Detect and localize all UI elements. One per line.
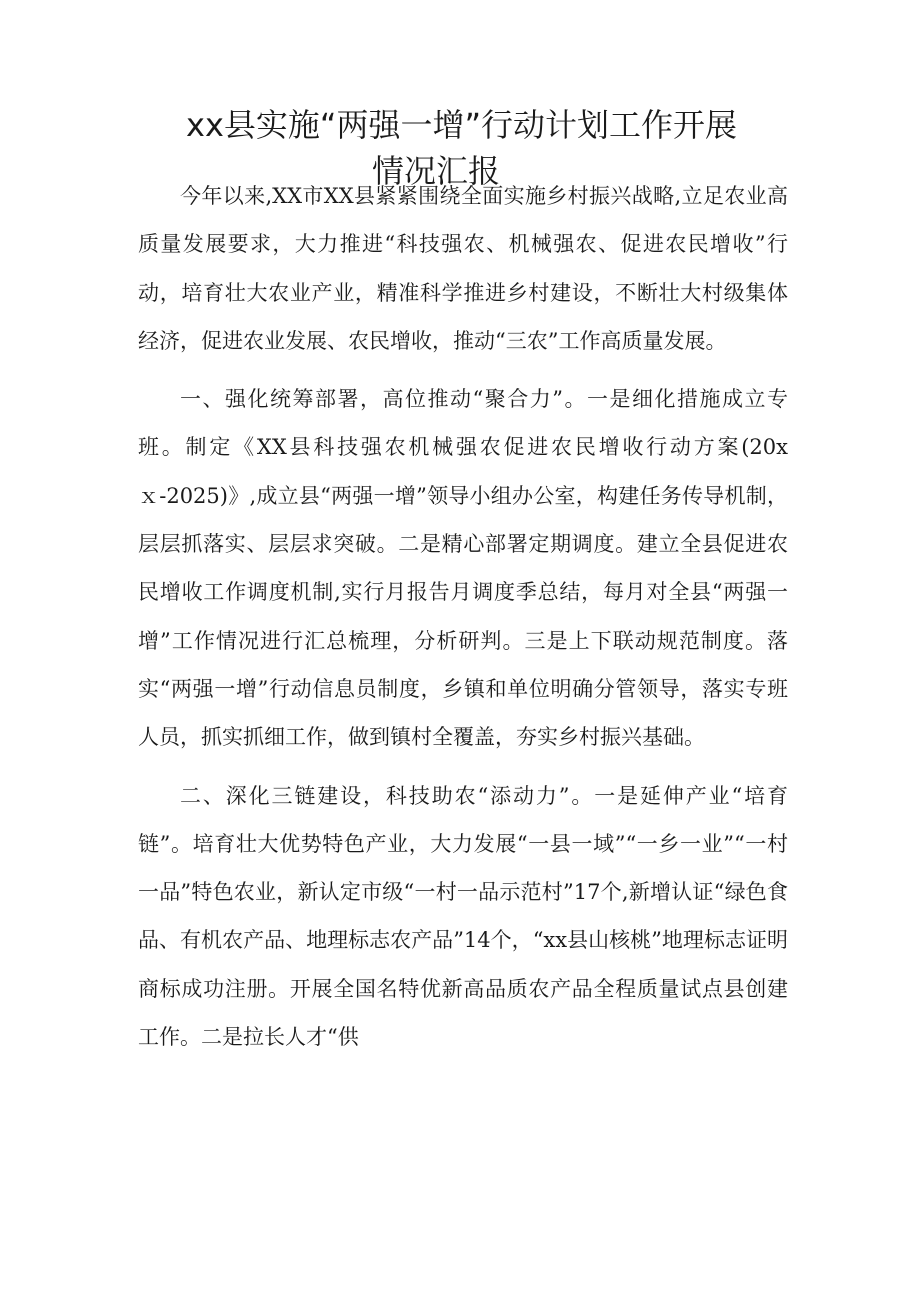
document-body [138,172,788,1061]
paragraph-intro: 今年以来,XX市XX县紧紧围绕全面实施乡村振兴战略,立足农业高质量发展要求，大力推进“科技强农、机械强农、促进农民增收”行动，培育壮大农业产业，精准科学推进乡村建设，不断壮大村级集体经济，促进农业发展、农民增收，推动“三农”工作高质量发展。 [138,184,788,353]
title-line-2: 情况汇报 [372,152,501,190]
paragraph-section-2: 二、深化三链建设，科技助农“添动力”。一是延伸产业“培育链”。培育壮大优势特色产业，大力发展“一县一域”“一乡一业”“一村一品”特色农业，新认定市级“一村一品示范村”17个,新增认证“绿色食品、有机农产品、地理标志农产品”14个，“xx县山核桃”地理标志证明商标成功注册。开展全国名特优新高品质农产品全程质量试点县创建工作。二是拉长人才“供 [138,783,788,1050]
paragraph-section-1: 一、强化统筹部署，高位推动“聚合力”。一是细化措施成立专班。制定《XX县科技强农机械强农促进农民增收行动方案(20xｘ-2025)》,成立县“两强一增”领导小组办公室，构建任务传导机制，层层抓落实、层层求突破。二是精心部署定期调度。建立全县促进农民增收工作调度机制,实行月报告月调度季总结，每月对全县“两强一增”工作情况进行汇总梳理，分析研判。三是上下联动规范制度。落实“两强一增”行动信息员制度，乡镇和单位明确分管领导，落实专班人员，抓实抓细工作，做到镇村全覆盖，夯实乡村振兴基础。 [138,387,788,750]
title-line-1: xx县实施“两强一增”行动计划工作开展 [186,106,738,144]
